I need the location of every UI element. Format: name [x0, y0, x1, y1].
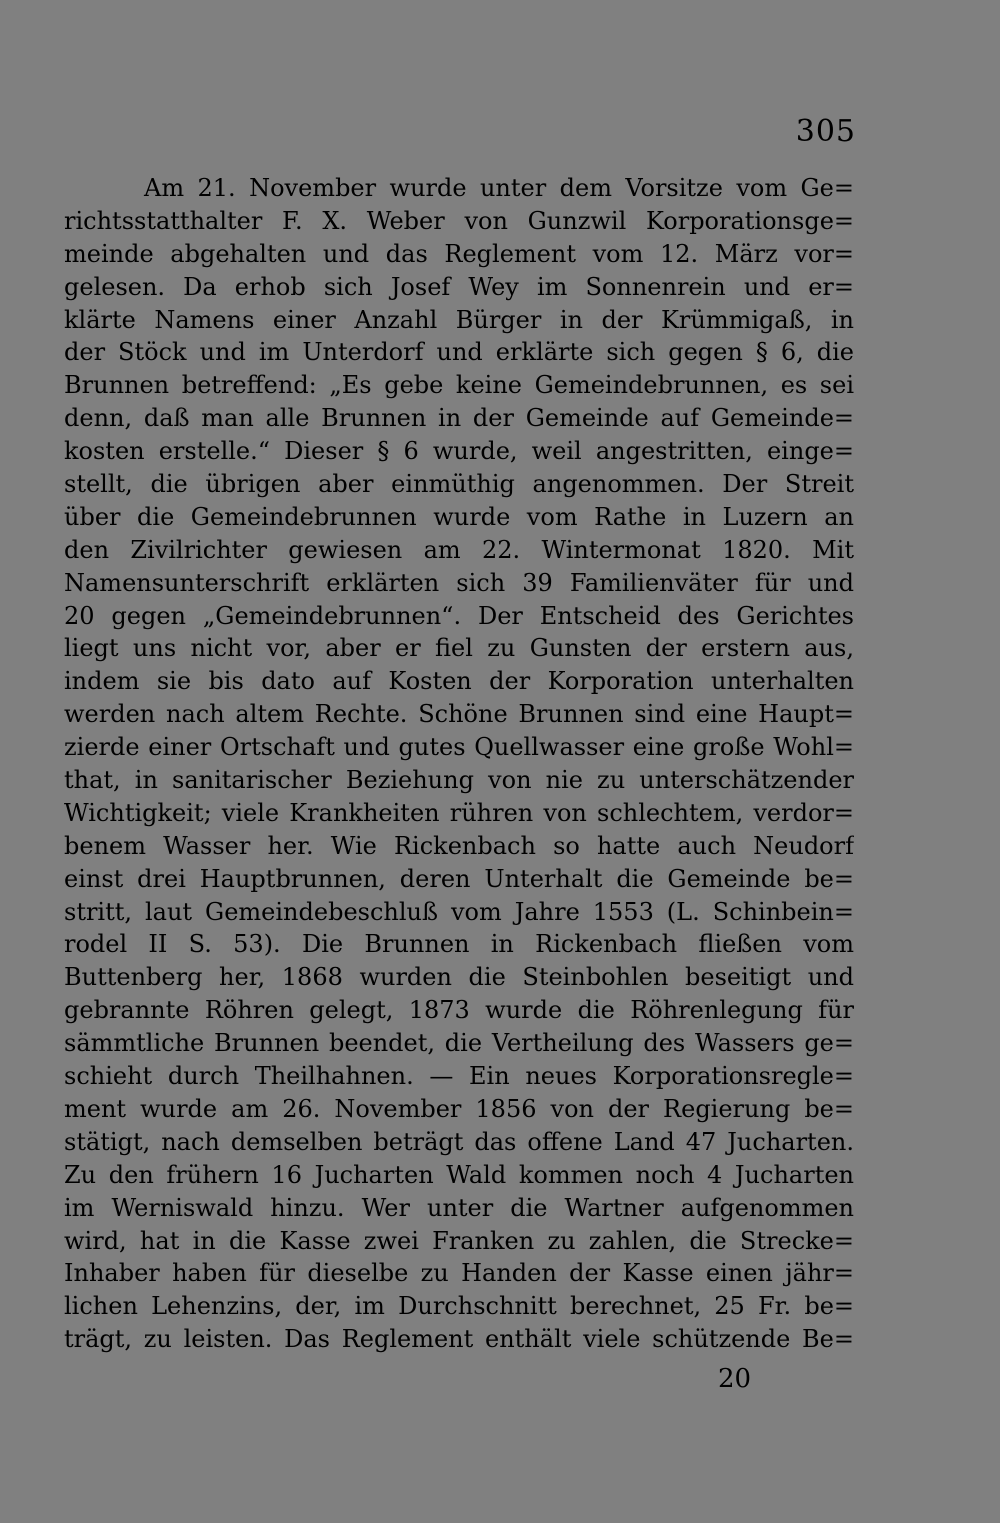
text-line: liegt uns nicht vor, aber er fiel zu Gunsten der erstern aus, — [64, 634, 854, 663]
text-line: klärte Namens einer Anzahl Bürger in der Krümmigaß, in — [64, 305, 854, 334]
text-line: der Stöck und im Unterdorf und erklärte sich gegen § 6, die — [64, 338, 854, 367]
text-line: ment wurde am 26. November 1856 von der Regierung be= — [64, 1094, 854, 1123]
text-line: gebrannte Röhren gelegt, 1873 wurde die Röhrenlegung für — [64, 996, 854, 1025]
text-line: stätigt, nach demselben beträgt das offene Land 47 Jucharten. — [64, 1127, 854, 1156]
text-line: that, in sanitarischer Beziehung von nie zu unterschätzender — [64, 766, 854, 795]
text-line: Am 21. November wurde unter dem Vorsitze vom Ge= — [144, 174, 854, 202]
text-line: schieht durch Theilhahnen. — Ein neues Korporationsregle= — [64, 1062, 854, 1091]
text-line: trägt, zu leisten. Das Reglement enthält viele schützende Be= — [64, 1325, 854, 1354]
text-line: benem Wasser her. Wie Rickenbach so hatte auch Neudorf — [64, 831, 854, 860]
text-line: stritt, laut Gemeindebeschluß vom Jahre 1553 (L. Schinbein= — [64, 897, 854, 926]
signature-mark: 20 — [718, 1364, 752, 1394]
text-line: Namensunterschrift erklärten sich 39 Familienväter für und — [64, 568, 854, 597]
text-line: wird, hat in die Kasse zwei Franken zu zahlen, die Strecke= — [64, 1226, 854, 1255]
text-line: gelesen. Da erhob sich Josef Wey im Sonnenrein und er= — [64, 272, 854, 301]
text-line: Wichtigkeit; viele Krankheiten rühren von schlechtem, verdor= — [64, 798, 854, 827]
text-line: meinde abgehalten und das Reglement vom 12. März vor= — [64, 239, 854, 268]
text-line: Zu den frühern 16 Jucharten Wald kommen noch 4 Jucharten — [64, 1160, 854, 1189]
page-number: 305 — [795, 114, 856, 149]
text-line: Buttenberg her, 1868 wurden die Steinbohlen beseitigt und — [64, 963, 854, 992]
text-line: rodel II S. 53). Die Brunnen in Rickenbach fließen vom — [64, 930, 854, 959]
text-line: richtsstatthalter F. X. Weber von Gunzwil Korporationsge= — [64, 206, 854, 235]
text-line: kosten erstelle.“ Dieser § 6 wurde, weil angestritten, einge= — [64, 437, 854, 466]
text-line: denn, daß man alle Brunnen in der Gemeinde auf Gemeinde= — [64, 404, 854, 433]
text-line: Brunnen betreffend: „Es gebe keine Gemeindebrunnen, es sei — [64, 371, 854, 400]
text-line: Inhaber haben für dieselbe zu Handen der Kasse einen jähr= — [64, 1259, 854, 1288]
text-line: sämmtliche Brunnen beendet, die Vertheilung des Wassers ge= — [64, 1029, 854, 1058]
text-line: im Werniswald hinzu. Wer unter die Wartner aufgenommen — [64, 1193, 854, 1222]
text-line: den Zivilrichter gewiesen am 22. Wintermonat 1820. Mit — [64, 535, 854, 564]
text-line: 20 gegen „Gemeindebrunnen“. Der Entscheid des Gerichtes — [64, 601, 854, 630]
text-line: einst drei Hauptbrunnen, deren Unterhalt die Gemeinde be= — [64, 864, 854, 893]
text-line: zierde einer Ortschaft und gutes Quellwasser eine große Wohl= — [64, 733, 854, 762]
text-line: über die Gemeindebrunnen wurde vom Rathe in Luzern an — [64, 502, 854, 531]
text-line: werden nach altem Rechte. Schöne Brunnen sind eine Haupt= — [64, 700, 854, 729]
text-line: lichen Lehenzins, der, im Durchschnitt berechnet, 25 Fr. be= — [64, 1292, 854, 1321]
text-line: stellt, die übrigen aber einmüthig angenommen. Der Streit — [64, 470, 854, 499]
text-line: indem sie bis dato auf Kosten der Korporation unterhalten — [64, 667, 854, 696]
body-text — [64, 172, 854, 1356]
